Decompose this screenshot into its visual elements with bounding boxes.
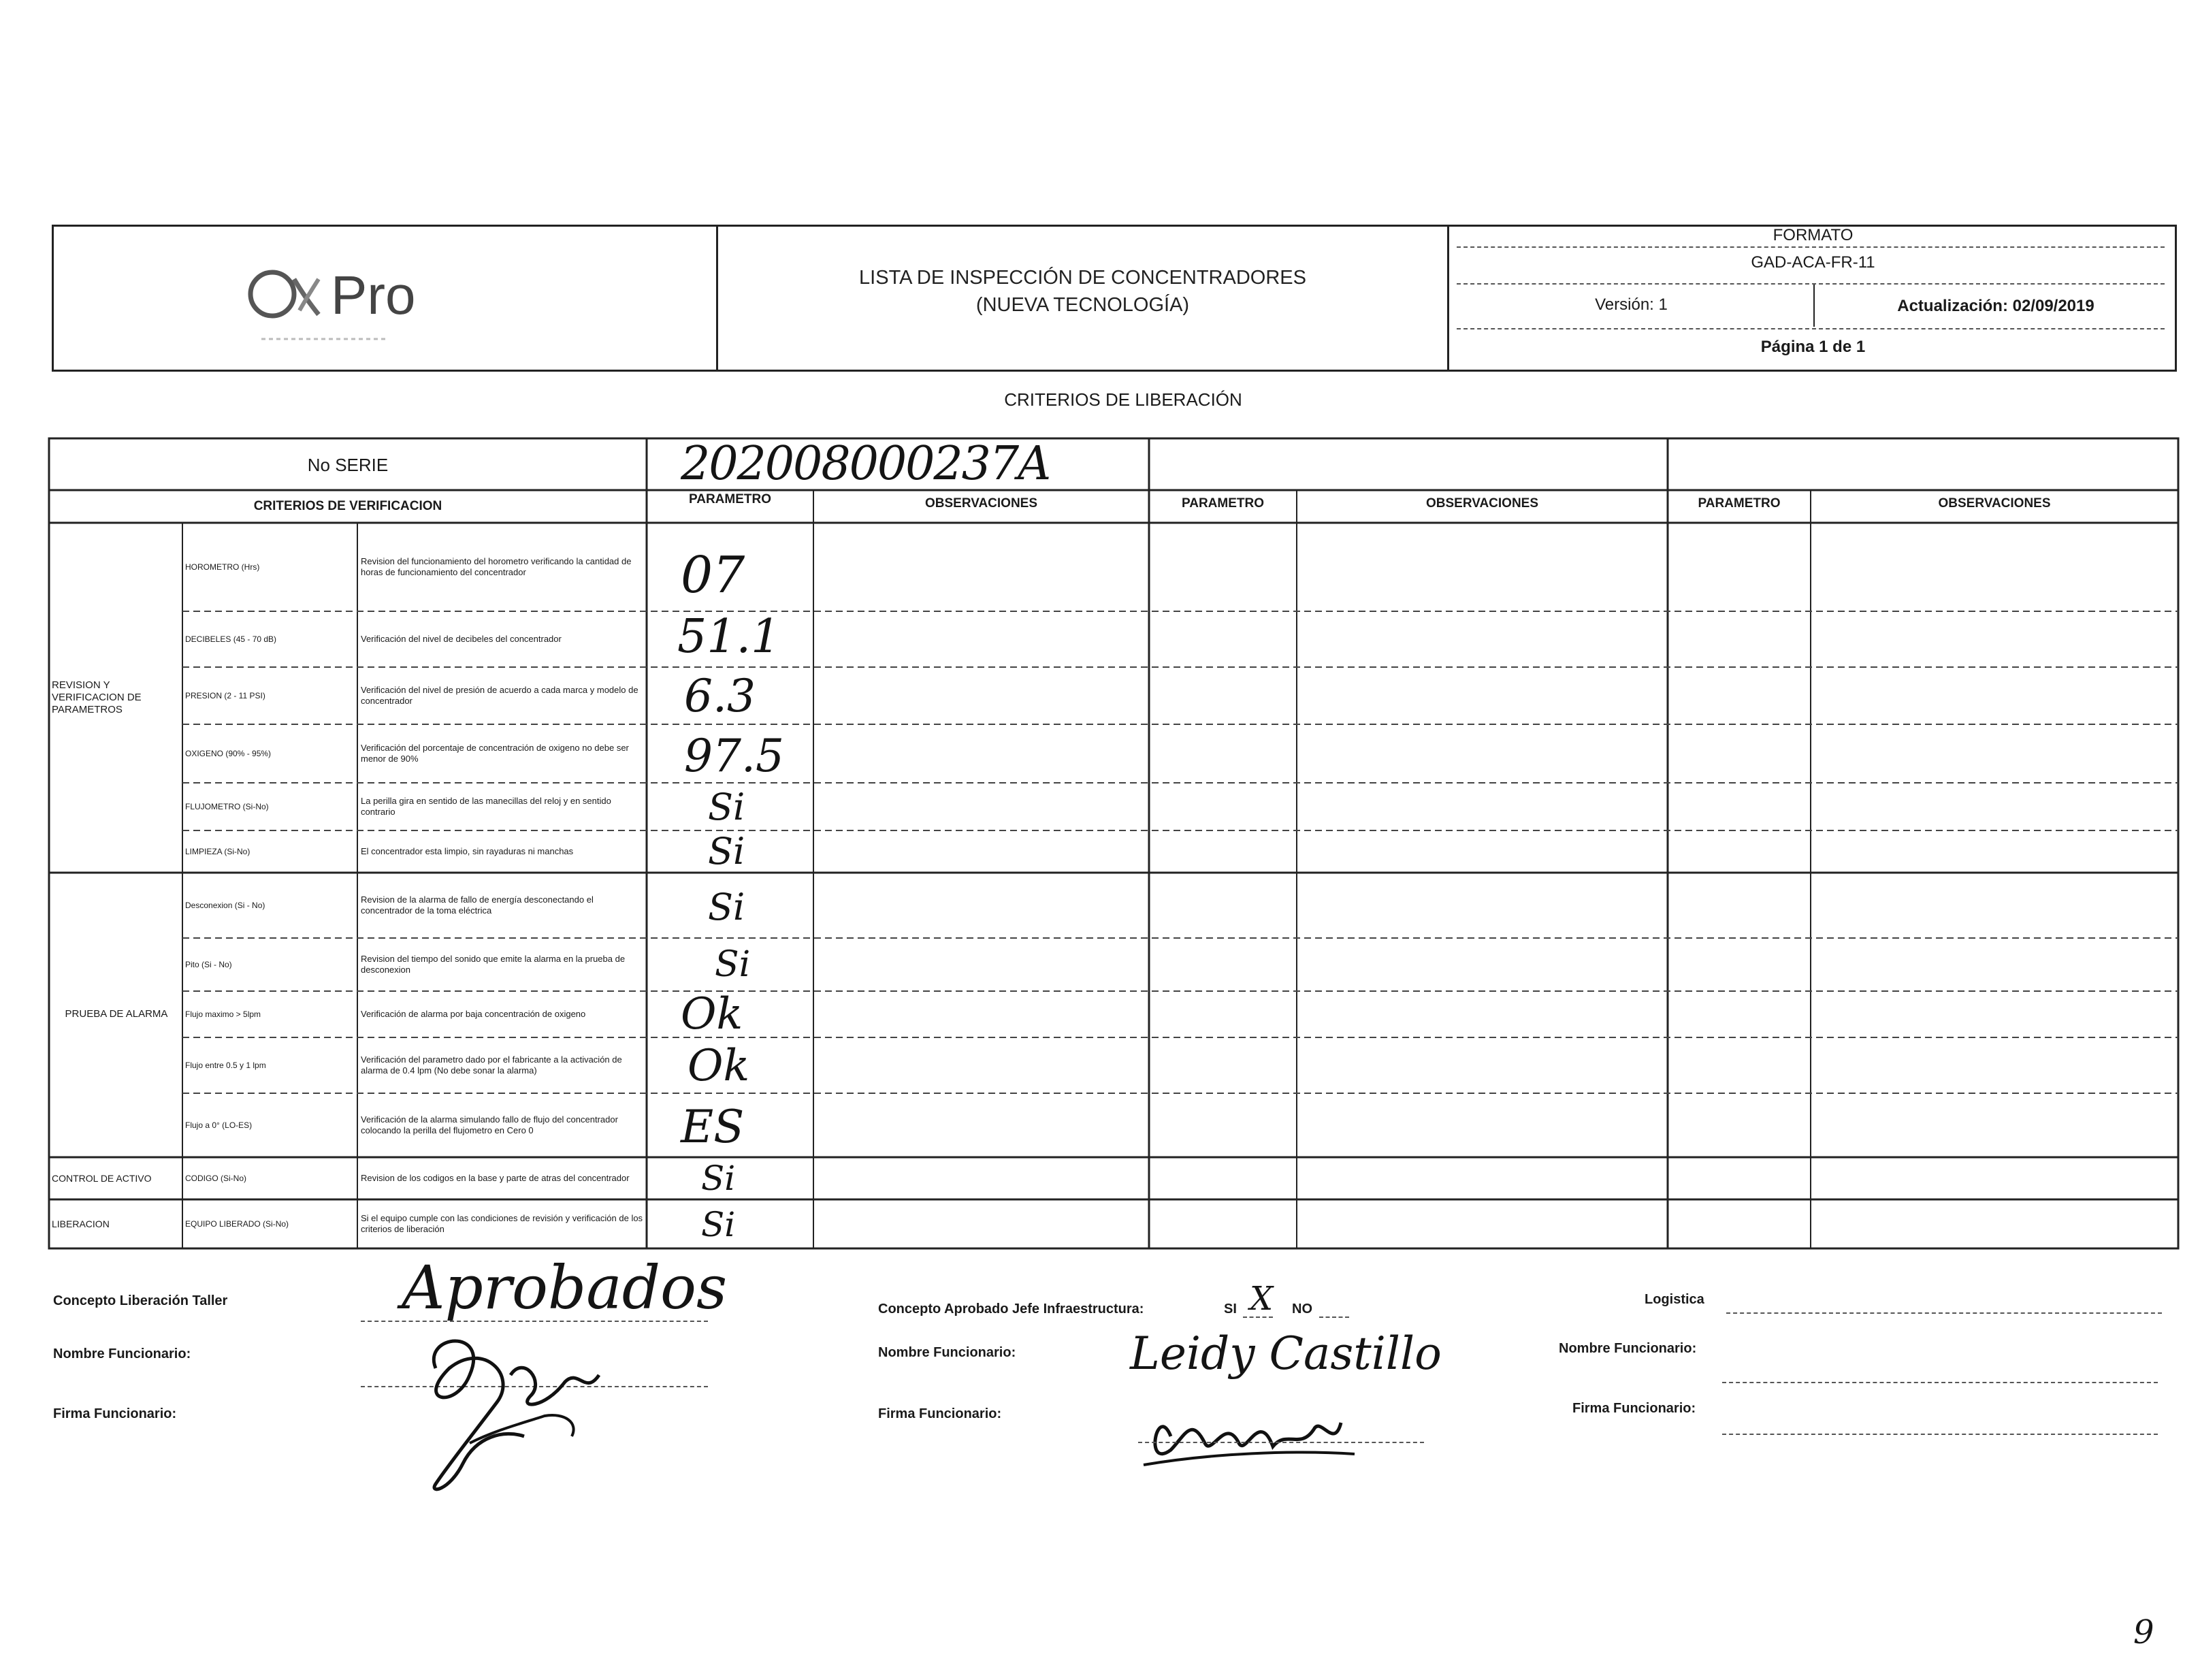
row-item-flujometro: FLUJOMETRO (Si-No) (185, 801, 269, 811)
rule (1726, 1312, 2162, 1314)
serial-number-handwritten: 202008000237A (681, 437, 1050, 491)
row-desc-pito: Revision del tiempo del sonido que emite la alarma en la prueba de desconexion (361, 953, 626, 975)
row-value-pito: Si (715, 944, 751, 985)
row-desc-desconexion: Revision de la alarma de fallo de energía desconectando el concentrador de la toma eléctrica (361, 894, 594, 916)
row-item-presion: PRESION (2 - 11 PSI) (185, 690, 265, 700)
logistica-label: Logistica (1645, 1292, 1704, 1307)
page-label: Página 1 de 1 (1760, 338, 1866, 356)
firma-funcionario-label-1: Firma Funcionario: (53, 1406, 177, 1421)
firma-funcionario-label-3: Firma Funcionario: (1572, 1401, 1696, 1416)
row-desc-equipo-liberado: Si el equipo cumple con las condiciones de revisión y verificación de los criterios de liberación (361, 1212, 643, 1234)
row-item-codigo: CODIGO (Si-No) (185, 1173, 246, 1183)
row-value-limpieza: Si (708, 829, 745, 873)
col-param-header-3: PARAMETRO (1698, 496, 1781, 511)
serial-label: No SERIE (307, 454, 389, 475)
row-value-desconexion: Si (708, 885, 745, 928)
row-value-codigo: Si (701, 1159, 736, 1198)
row-value-flujo-cero: ES (681, 1100, 745, 1153)
row-desc-horometro: Revision del funcionamiento del horometro verificando la cantidad de horas de funcionamiento del concentrador (361, 555, 632, 577)
row-value-flujo-maximo: Ok (681, 989, 743, 1039)
rule (1243, 1316, 1273, 1318)
row-item-flujo-maximo: Flujo maximo > 5lpm (185, 1009, 261, 1019)
row-value-equipo-liberado: Si (701, 1205, 736, 1244)
row-item-limpieza: LIMPIEZA (Si-No) (185, 846, 250, 856)
aprobado-handwritten: Aprobados (402, 1253, 728, 1323)
row-desc-flujo-entre: Verificación del parametro dado por el fabricante a la activación de alarma de 0.4 lpm (No debe sonar la alarma) (361, 1054, 622, 1076)
rule (361, 1321, 708, 1322)
row-item-equipo-liberado: EQUIPO LIBERADO (Si-No) (185, 1218, 289, 1229)
concepto-taller-label: Concepto Liberación Taller (53, 1293, 228, 1308)
row-value-flujo-entre: Ok (688, 1041, 750, 1091)
page-number-handwritten: 9 (2133, 1613, 2154, 1651)
version-label: Versión: 1 (1595, 295, 1668, 314)
col-param-header-1: PARAMETRO (688, 492, 772, 506)
row-desc-oxigeno: Verificación del porcentaje de concentración de oxigeno no debe ser menor de 90% (361, 742, 629, 764)
taller-signature (408, 1327, 640, 1498)
title-line-1: LISTA DE INSPECCIÓN DE CONCENTRADORES (859, 267, 1306, 289)
format-code: GAD-ACA-FR-11 (1751, 253, 1875, 272)
row-item-decibeles: DECIBELES (45 - 70 dB) (185, 634, 277, 644)
rule (1319, 1316, 1349, 1318)
row-desc-decibeles: Verificación del nivel de decibeles del concentrador (361, 633, 562, 644)
firma-funcionario-label-2: Firma Funcionario: (878, 1406, 1002, 1421)
row-value-decibeles: 51.1 (677, 609, 781, 664)
row-desc-flujo-maximo: Verificación de alarma por baja concentración de oxigeno (361, 1008, 586, 1019)
row-item-flujo-entre: Flujo entre 0.5 y 1 lpm (185, 1060, 266, 1070)
col-obs-header-2: OBSERVACIONES (1425, 496, 1539, 511)
si-label: SI (1224, 1302, 1237, 1316)
col-obs-header-3: OBSERVACIONES (1938, 496, 2051, 511)
nombre-funcionario-label-1: Nombre Funcionario: (53, 1346, 191, 1361)
section-title: CRITERIOS DE LIBERACIÓN (1004, 389, 1242, 410)
row-desc-codigo: Revision de los codigos en la base y parte de atras del concentrador (361, 1172, 630, 1183)
col-param-header-2: PARAMETRO (1181, 496, 1265, 511)
row-desc-presion: Verificación del nivel de presión de acuerdo a cada marca y modelo de concentrador (361, 684, 638, 706)
title-line-2: (NUEVA TECNOLOGÍA) (975, 294, 1190, 316)
col-criteria-header: CRITERIOS DE VERIFICACION (253, 499, 442, 513)
row-item-desconexion: Desconexion (Si - No) (185, 900, 265, 910)
updated-label: Actualización: 02/09/2019 (1897, 297, 2094, 315)
logo-text: Pro (331, 265, 416, 325)
row-desc-flujometro: La perilla gira en sentido de las manecillas del reloj y en sentido contrario (361, 795, 611, 817)
row-item-flujo-cero: Flujo a 0° (LO-ES) (185, 1120, 253, 1130)
row-value-presion: 6.3 (684, 669, 756, 722)
si-mark: X (1250, 1280, 1274, 1318)
group-prueba-alarma: PRUEBA DE ALARMA (65, 1008, 168, 1020)
row-desc-flujo-cero: Verificación de la alarma simulando fallo de flujo del concentrador colocando la perilla del flujometro en Cero 0 (361, 1114, 618, 1135)
group-revision: REVISION Y VERIFICACION DE PARAMETROS (52, 679, 142, 715)
row-value-horometro: 07 (681, 546, 745, 604)
formato-label: FORMATO (1773, 226, 1854, 244)
rule (1138, 1442, 1424, 1443)
group-control-activo: CONTROL DE ACTIVO (52, 1172, 152, 1184)
row-desc-limpieza: El concentrador esta limpio, sin rayaduras ni manchas (361, 845, 574, 856)
group-liberacion: LIBERACION (52, 1218, 110, 1229)
jefe-name-handwritten: Leidy Castillo (1130, 1327, 1442, 1380)
nombre-funcionario-label-2: Nombre Funcionario: (878, 1345, 1016, 1360)
row-item-pito: Pito (Si - No) (185, 959, 232, 969)
rule (1722, 1434, 2158, 1435)
rule (1722, 1382, 2158, 1383)
nombre-funcionario-label-3: Nombre Funcionario: (1559, 1341, 1697, 1356)
row-value-oxigeno: 97.5 (684, 729, 784, 782)
row-item-horometro: HOROMETRO (Hrs) (185, 562, 260, 572)
col-obs-header-1: OBSERVACIONES (924, 496, 1038, 511)
jefe-signature (1130, 1389, 1402, 1484)
concepto-jefe-label: Concepto Aprobado Jefe Infraestructura: (878, 1302, 1144, 1316)
row-item-oxigeno: OXIGENO (90% - 95%) (185, 748, 272, 758)
row-value-flujometro: Si (708, 785, 745, 828)
no-label: NO (1292, 1302, 1312, 1316)
